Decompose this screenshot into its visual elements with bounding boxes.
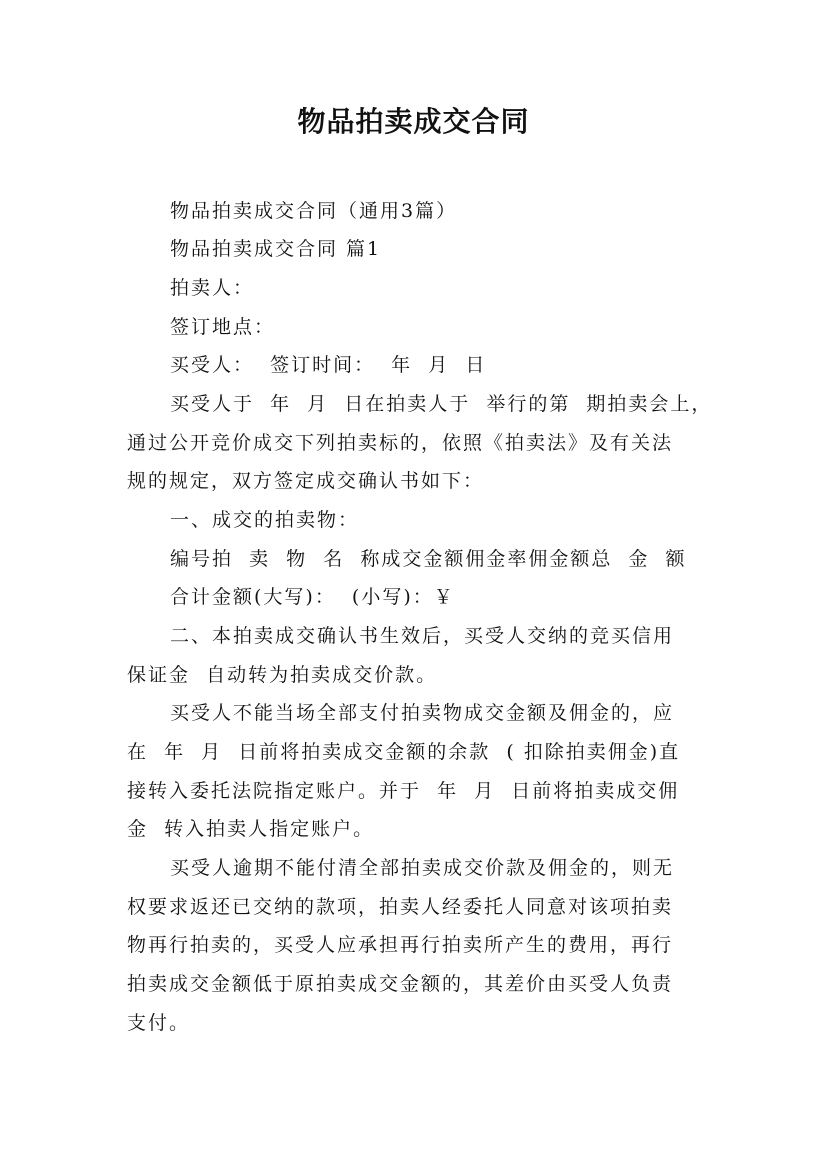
total-amount-line: 合计金额(大写)： (小写)：￥ — [170, 586, 455, 608]
section-heading: 物品拍卖成交合同 篇1 — [170, 238, 382, 260]
auctioneer-line: 拍卖人： — [170, 277, 255, 299]
paragraph-line: 接转入委托法院指定账户。并于 年 月 日前将拍卖成交佣 — [127, 780, 680, 802]
paragraph-line: 拍卖成交金额低于原拍卖成交金额的，其差价由买受人负责 — [127, 973, 674, 995]
paragraph-line: 买受人逾期不能付清全部拍卖成交价款及佣金的，则无 — [170, 857, 675, 879]
paragraph-line: 二、本拍卖成交确认书生效后，买受人交纳的竞买信用 — [170, 625, 675, 647]
heading-line: 物品拍卖成交合同（通用3篇） — [170, 200, 458, 222]
paragraph-line: 支付。 — [127, 1012, 191, 1034]
paragraph-line: 物再行拍卖的，买受人应承担再行拍卖所产生的费用，再行 — [127, 934, 674, 956]
paragraph-line: 在 年 月 日前将拍卖成交金额的余款 ( 扣除拍卖佣金)直 — [127, 741, 681, 763]
paragraph-line: 规的规定，双方签定成交确认书如下： — [127, 470, 485, 492]
signing-place-line: 签订地点： — [170, 316, 276, 338]
paragraph-line: 权要求返还已交纳的款项，拍卖人经委托人同意对该项拍卖 — [127, 896, 674, 918]
paragraph-line: 买受人于 年 月 日在拍卖人于 举行的第 期拍卖会上， — [170, 393, 713, 415]
buyer-signing-time-line: 买受人： 签订时间： 年 月 日 — [170, 354, 487, 376]
paragraph-line: 买受人不能当场全部支付拍卖物成交金额及佣金的，应 — [170, 702, 675, 724]
table-header-line: 编号拍 卖 物 名 称成交金额佣金率佣金额总 金 额 — [170, 548, 687, 570]
document-title: 物品拍卖成交合同 — [297, 105, 530, 138]
paragraph-line: 通过公开竞价成交下列拍卖标的，依照《拍卖法》及有关法 — [127, 432, 674, 454]
paragraph-line: 金 转入拍卖人指定账户。 — [127, 818, 375, 840]
paragraph-line: 保证金 自动转为拍卖成交价款。 — [127, 664, 438, 686]
clause-heading: 一、成交的拍卖物： — [170, 509, 360, 531]
